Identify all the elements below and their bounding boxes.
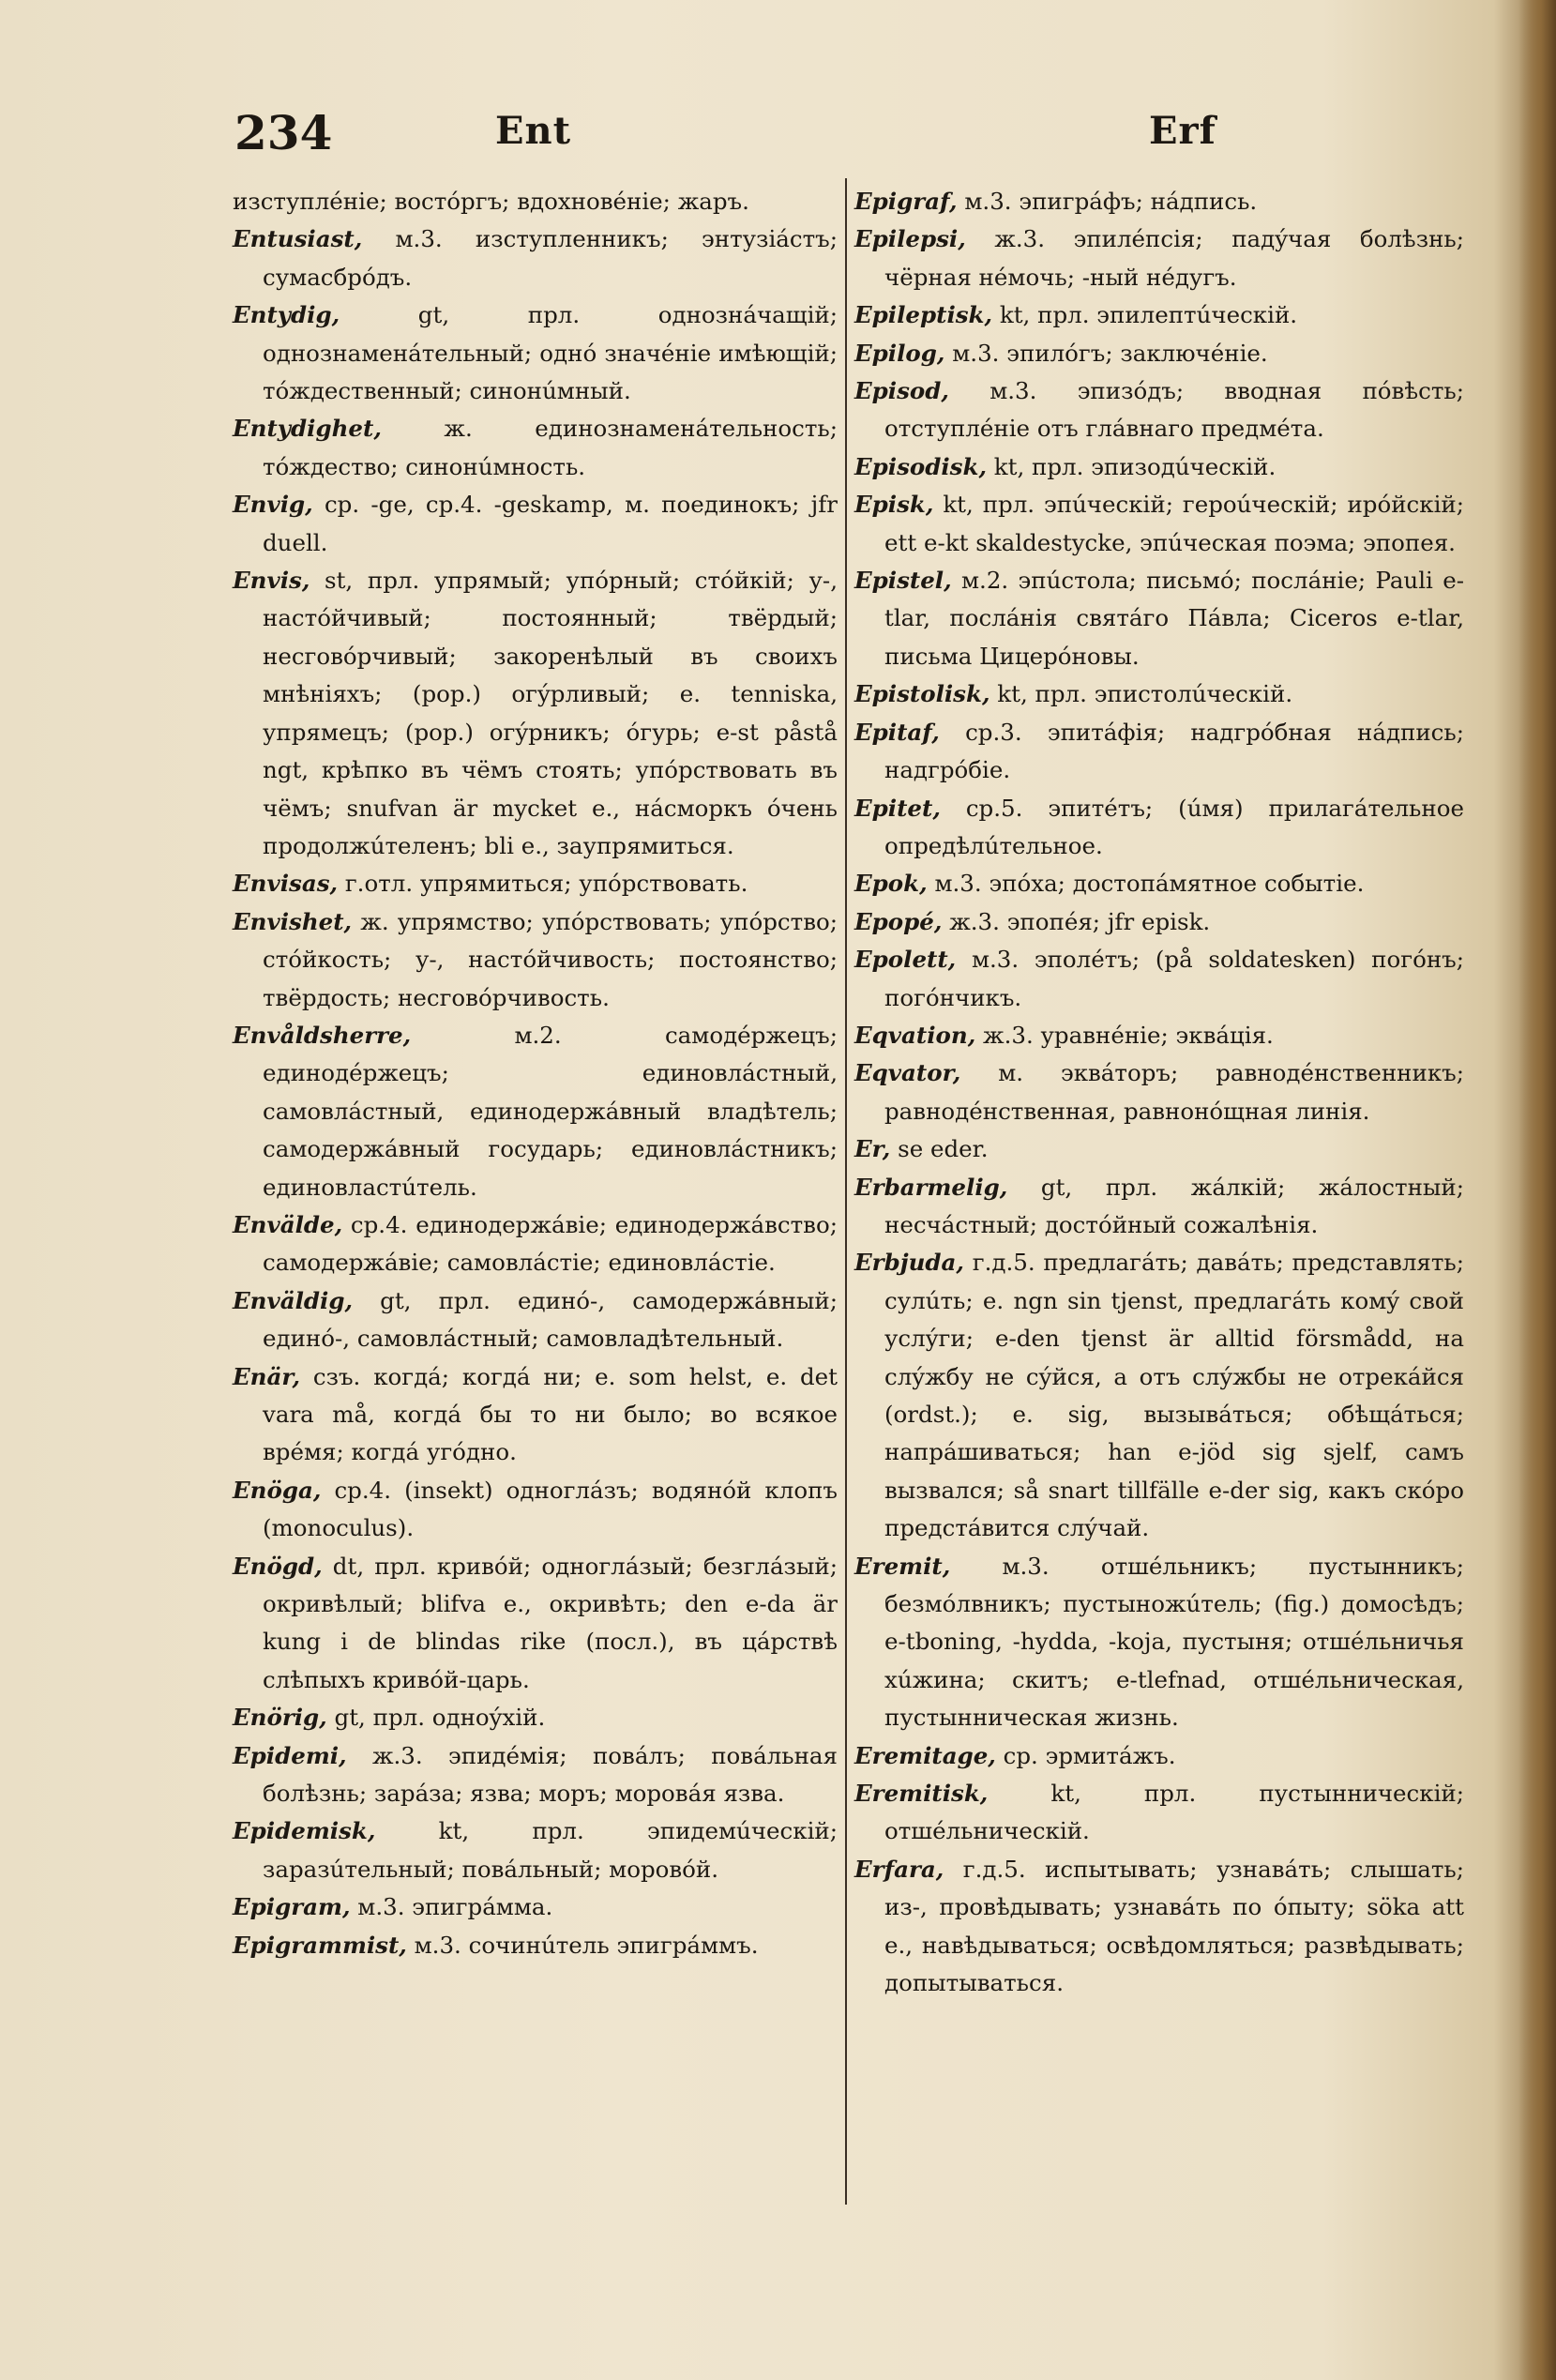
dictionary-entry [854,903,1464,941]
entry-definition: м.3. эпигрáмма. [357,1893,553,1921]
entry-headword: Epok, [854,870,928,898]
entry-headword: Eremitisk, [854,1780,989,1808]
entry-definition: ср. -ge, ср.4. -geskamp, м. поединокъ; jfr duell. [263,491,838,556]
dictionary-entry [233,1282,838,1358]
entry-definition: kt, прл. эпúческій; героúческій; ирóйскій; ett e-kt skaldestycke, эпúческая поэма; эпопея. [884,491,1464,556]
dictionary-entry [854,1737,1464,1775]
entry-definition: dt, прл. кривóй; одноглáзый; безглáзый; окривѣлый; blifva e., окривѣть; den e-da är kung i de blindas rike (посл.), въ цáрствѣ слѣпыхъ кривóй-царь. [263,1552,838,1693]
entry-headword: Epileptisk, [854,301,993,329]
entry-headword: Eqvator, [854,1059,961,1087]
dictionary-entry [854,1169,1464,1245]
running-header [225,105,1229,171]
page-edge-shadow [1518,0,1556,2380]
entry-definition: kt, прл. эпилептúческій. [999,301,1298,329]
entry-definition: г.д.5. испытывать; узнавáть; слышать; из-, провѣдывать; узнавáть по óпыту; söka att e., навѣдываться; освѣдомляться; развѣдывать; допытываться. [884,1855,1464,1997]
right-column [854,183,1464,2003]
entry-headword: Epidemi, [233,1741,347,1769]
entry-definition: kt, прл. эпидемúческій; заразúтельный; повáльный; моровóй. [263,1817,838,1883]
entry-definition: gt, прл. жáлкій; жáлостный; несчáстный; достóйный сожалѣнія. [884,1173,1464,1238]
entry-headword: Envishet, [233,907,353,935]
entry-headword: Erbarmelig, [854,1173,1008,1201]
dictionary-entry [854,1017,1464,1054]
dictionary-entry [233,1737,838,1813]
dictionary-entry [854,1130,1464,1168]
dictionary-entry [854,296,1464,334]
entry-headword: Epilog, [854,339,945,367]
guide-word-left: Ent [495,109,572,153]
entry-definition: ж.3. эпопéя; jfr episk. [949,907,1211,935]
dictionary-entry [233,1358,838,1472]
entry-definition: ж.3. эпилéпсія; падýчая болѣзнь; чёрная нéмочь; -ный нéдугъ. [884,225,1464,291]
entry-definition: ср.4. единодержáвіе; единодержáвство; самодержáвіе; самовлáстіе; единовлáстіе. [263,1210,838,1277]
entry-headword: Entusiast, [233,225,363,253]
dictionary-entry [854,1054,1464,1130]
entry-headword: Episodisk, [854,452,987,480]
entry-definition: м.3. эпизóдъ; вводная пóвѣсть; отступлéніе отъ глáвнаго предмéта. [884,377,1464,443]
dictionary-entry [233,903,838,1017]
entry-definition: se eder. [898,1135,989,1163]
entry-definition: gt, прл. единó-, самодержáвный; единó-, самовлáстный; самовладѣтельный. [263,1286,838,1353]
entry-definition: м.3. отшéльникъ; пустынникъ; безмóлвникъ; пустыножúтель; (fig.) домосѣдъ; e-tboning, -hydda, -koja, пустыня; отшéльничья хúжина; скитъ; e-tlefnad, отшéльническая, пустынническая жизнь. [884,1552,1464,1732]
entry-definition: м.3. эполéтъ; (på soldatesken) погóнъ; погóнчикъ. [884,946,1464,1011]
entry-headword: Epilepsi, [854,225,966,253]
dictionary-entry [233,296,838,410]
entry-headword: Epistel, [854,567,952,595]
entry-definition: kt, прл. пустынническій; отшéльническій. [884,1780,1464,1845]
entry-headword: Episk, [854,491,934,519]
entry-headword: Enörig, [233,1704,327,1732]
dictionary-entry [233,410,838,486]
entry-headword: Epidemisk, [233,1817,376,1845]
entry-headword: Entydig, [233,301,340,329]
entry-headword: Er, [854,1135,891,1163]
entry-headword: Epopé, [854,907,943,935]
entry-definition: м.3. изступленникъ; энтузіáстъ; сумасбрóдъ. [263,225,838,291]
dictionary-entry [854,1851,1464,2003]
dictionary-entry [854,335,1464,372]
entry-definition: ср. эрмитáжъ. [1003,1741,1176,1769]
dictionary-entry [854,448,1464,486]
dictionary-entry [854,865,1464,902]
dictionary-entry [233,220,838,296]
entry-definition: kt, прл. эпизодúческій. [993,452,1277,480]
dictionary-entry [854,486,1464,562]
dictionary-entry [233,1699,838,1736]
dictionary-entry [233,1888,838,1926]
entry-definition: ж. упрямство; упóрствовать; упóрство; стóйкость; у-, настóйчивость; постоянство; твёрдость; несговóрчивость. [263,907,838,1011]
guide-word-right: Erf [1149,109,1216,153]
dictionary-entry [233,1017,838,1206]
page-number: 234 [234,105,333,160]
entry-definition: ср.4. (insekt) одноглáзъ; водянóй клопъ (monoculus). [263,1476,838,1542]
entry-definition: м.3. эпóха; достопáмятное событіе. [934,870,1365,898]
entry-headword: Erbjuda, [854,1249,964,1277]
entry-headword: Enögd, [233,1552,323,1580]
dictionary-entry [854,183,1464,220]
dictionary-entry [233,183,838,220]
dictionary-entry [854,790,1464,866]
dictionary-entry [854,562,1464,675]
entry-definition: st, прл. упрямый; упóрный; стóйкій; у-, настóйчивый; постоянный; твёрдый; несговóрчивый; закоренѣлый въ своихъ мнѣніяхъ; (pop.) огýрливый; e. tenniska, упрямецъ; (pop.) огýрникъ; óгурь; e-st påstå ngt, крѣпко въ чёмъ стоять; упóрствовать въ чёмъ; snufvan är mycket e., нáсморкъ óчень продолжúтеленъ; bli e., заупрямиться. [263,567,838,859]
dictionary-entry [854,1244,1464,1547]
entry-headword: Epolett, [854,946,957,974]
entry-headword: Envig, [233,491,313,519]
entry-headword: Envis, [233,567,310,595]
column-divider [845,178,847,2205]
entry-definition: ж.3. эпидéмія; повáлъ; повáльная болѣзнь; зарáза; язва; моръ; моровáя язва. [263,1741,838,1808]
entry-headword: Epigrammist, [233,1931,407,1959]
dictionary-entry [854,372,1464,448]
entry-definition: gt, прл. однознáчащій; однознаменáтельный; однó значéніе имѣющій; тóждественный; синонúмный. [263,301,838,405]
entry-headword: Envälde, [233,1210,343,1238]
dictionary-entry [233,1472,838,1548]
entry-headword: Entydighet, [233,415,382,443]
dictionary-entry [854,941,1464,1017]
entry-definition: м.3. эпилóгъ; заключéніе. [952,339,1268,367]
entry-definition: м.2. эпúстола; письмó; послáніе; Pauli e-tlar, послáнія святáго Пáвла; Ciceros e-tlar, письма Цицерóновы. [884,567,1464,670]
dictionary-entry [854,1775,1464,1851]
dictionary-entry [854,675,1464,713]
entry-headword: Eremitage, [854,1741,996,1769]
dictionary-entry [233,865,838,902]
entry-headword: Enär, [233,1362,301,1390]
entry-definition: сзъ. когдá; когдá ни; e. som helst, e. det vara må, когдá бы то ни было; во всякое врéмя; когдá угóдно. [263,1362,838,1466]
entry-definition: м. эквáторъ; равнодéнственникъ; равнодéнственная, равнонóщная линія. [884,1059,1464,1125]
entry-headword: Erfara, [854,1855,944,1883]
entry-headword: Epigraf, [854,188,958,215]
entry-definition: ср.5. эпитéтъ; (úмя) прилагáтельное опредѣлúтельное. [884,794,1464,859]
entry-headword: Enväldig, [233,1286,354,1314]
dictionary-entry [233,1927,838,1964]
entry-headword: Eremit, [854,1552,951,1580]
entry-definition: изступлéніе; востóргъ; вдохновéніе; жаръ. [233,188,749,215]
entry-headword: Epitaf, [854,718,940,746]
entry-definition: м.2. самодéржецъ; единодéржецъ; единовлáстный, самовлáстный, единодержáвный владѣтель; самодержáвный государь; единовлáстникъ; единовластúтель. [263,1021,838,1201]
dictionary-entry [233,1812,838,1888]
entry-definition: ж. единознаменáтельность; тóждество; синонúмность. [263,415,838,480]
entry-headword: Epistolisk, [854,680,990,708]
entry-definition: м.3. сочинúтель эпигрáммъ. [414,1931,759,1959]
entry-definition: ж.3. уравнéніе; эквáція. [983,1021,1274,1049]
dictionary-entry [233,562,838,865]
dictionary-entry [233,1548,838,1700]
entry-headword: Epitet, [854,794,941,822]
left-column [233,183,838,1964]
dictionary-entry [854,220,1464,296]
dictionary-entry [854,714,1464,790]
entry-definition: gt, прл. одноýхій. [334,1704,546,1732]
dictionary-entry [233,1206,838,1282]
entry-definition: м.3. эпигрáфъ; нáдпись. [964,188,1258,215]
entry-headword: Enöga, [233,1476,322,1504]
dictionary-entry [233,486,838,562]
entry-headword: Envåldsherre, [233,1021,412,1049]
entry-definition: г.д.5. предлагáть; давáть; представлять; сулúть; e. ngn sin tjenst, предлагáть комý свой услýги; e-den tjenst är alltid försmådd, на слýжбу не сýйся, а отъ слýжбы не отрекáйся (ordst.); e. sig, вызывáться; обѣщáться; напрáшиваться; han e-jöd sig sjelf, самъ вызвался; så snart tillfälle e-der sig, какъ скóро предстáвится слýчай. [884,1249,1464,1542]
entry-headword: Epigram, [233,1893,351,1921]
entry-headword: Eqvation, [854,1021,976,1049]
entry-definition: kt, прл. эпистолúческій. [997,680,1293,708]
entry-definition: ср.3. эпитáфія; надгрóбная нáдпись; надгрóбіе. [884,718,1465,784]
entry-definition: г.отл. упрямиться; упóрствовать. [344,870,748,898]
entry-headword: Episod, [854,377,949,405]
dictionary-entry [854,1548,1464,1737]
entry-headword: Envisas, [233,870,339,898]
